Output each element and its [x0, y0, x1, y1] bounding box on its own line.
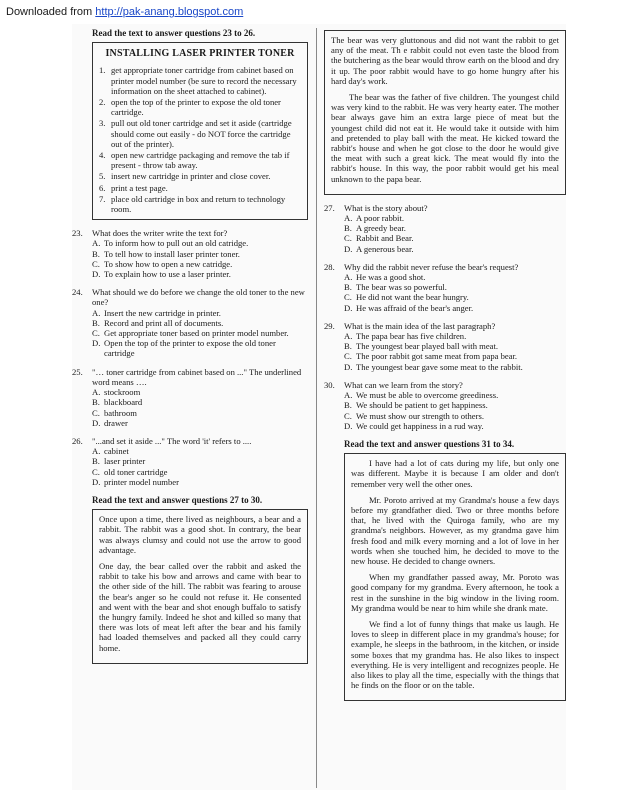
question-stem: What does the writer write the text for? [92, 228, 228, 239]
option[interactable]: C. The poor rabbit got same meat from papa bear. [344, 351, 518, 362]
option[interactable]: D. We could get happiness in a rud way. [344, 420, 484, 431]
story-paragraph: When my grandfather passed away, Mr. Poroto was good company for my grandma. Every afternoon, he took a rest in the sunshine in the big window in the living room. My grandma would be near to him while she drank mate. [351, 572, 559, 613]
column-divider [316, 28, 317, 788]
option[interactable]: C. He did not want the bear hungry. [344, 292, 469, 303]
option[interactable]: D. To explain how to use a laser printer. [92, 269, 231, 280]
option[interactable]: A. cabinet [92, 446, 129, 457]
story-box-continued [324, 30, 566, 195]
option[interactable]: B. We should be patient to get happiness. [344, 400, 488, 411]
download-source [6, 6, 243, 18]
option[interactable]: C. We must show our strength to others. [344, 410, 484, 421]
option[interactable]: D. Open the top of the printer to expose the old toner cartridge [92, 338, 276, 359]
section-heading-23-26: Read the text to answer questions 23 to 26. [92, 28, 256, 38]
option[interactable]: C. To show how to open a new catridge. [92, 258, 233, 269]
step-item: 2. open the top of the printer to expose the old toner cartridge. [99, 97, 281, 118]
cat-story-box [344, 453, 566, 701]
option[interactable]: D. The youngest bear gave some meat to the rabbit. [344, 361, 523, 372]
option[interactable]: A. To inform how to pull out an old catridge. [92, 238, 249, 249]
question-stem: "… toner cartridge from cabinet based on ..." The underlined word means …. [92, 366, 302, 387]
question-stem: What is the main idea of the last paragraph? [344, 320, 496, 331]
option[interactable]: D. drawer [92, 417, 128, 428]
download-label: Downloaded from [6, 6, 93, 18]
story-paragraph: The bear was the father of five children. The youngest child was very kind to the rabbit. He was very hearty eater. The mother bear always gave him an extra large piece of meat but the youngest child did not eat it. He would take it outside with him and pretended to play ball with the meat. He kicked toward the rabbit's house and when he got close to the door he would give the meat with such a great kick. The meat would fly into the rabbit's house. In this way, the poor rabbit would get his meal unknown to the papa bear. [331, 92, 559, 184]
option[interactable]: B. The youngest bear played ball with meat. [344, 341, 498, 352]
question-27: 27. What is the story about? A. A poor rabbit. B. A greedy bear. C. Rabbit and Bear. D. A generous bear. [324, 203, 566, 254]
question-29: 29. What is the main idea of the last paragraph? A. The papa bear has five children. B. The youngest bear played ball with meat. C. The poor rabbit got same meat from papa bear. D. The youngest bear gave some meat to the rabbit. [324, 321, 566, 372]
option[interactable]: A. He was a good shot. [344, 272, 426, 283]
exam-page [72, 24, 566, 790]
option[interactable]: A. stockroom [92, 387, 141, 398]
question-stem: What is the story about? [344, 202, 428, 213]
option[interactable]: B. blackboard [92, 397, 143, 408]
story-paragraph: We find a lot of funny things that make us laugh. He loves to sleep in different place in my grandma's house; for example, he sleeps in the bathroom, in the kitchen, or inside some boxes that my grandma has. He also likes to inspect everything. He is very intelligent and recognizes people. He also likes to play all the time, especially with the things that he finds on the floor or on the table. [351, 618, 559, 691]
option[interactable]: D. He was affraid of the bear's anger. [344, 302, 474, 313]
option[interactable]: C. Get appropriate toner based on printer model number. [92, 328, 289, 339]
question-stem: "...and set it aside ..." The word 'it' refers to .... [92, 435, 252, 446]
step-item: 3. pull out old toner cartridge and set it aside (cartridge should come out easily - do NOT force the cartridge out of the printer). [99, 118, 292, 149]
option[interactable]: C. bathroom [92, 407, 137, 418]
section-heading-31-34: Read the text and answer questions 31 to 34. [344, 438, 515, 449]
option[interactable]: A. A poor rabbit. [344, 213, 404, 224]
question-25: 25. "… toner cartridge from cabinet based on ..." The underlined word means …. A. stockroom B. blackboard C. bathroom D. drawer [72, 367, 308, 428]
instructions-box [92, 42, 308, 220]
option[interactable]: C. old toner cartridge [92, 466, 168, 477]
question-23: 23. What does the writer write the text for? A. To inform how to pull out an old catridge. B. To tell how to install laser printer toner. C. To show how to open a new catridge. D. To explain how to use a laser printer. [72, 228, 308, 279]
story-paragraph: Once upon a time, there lived as neighbours, a bear and a rabbit. The rabbit was a good shot. In contrary, the bear was always clumsy and could not use the arrow to good advantage. [99, 514, 301, 555]
option[interactable]: A. The papa bear has five children. [344, 331, 467, 342]
option[interactable]: B. laser printer [92, 456, 146, 467]
box-title: INSTALLING LASER PRINTER TONER [105, 48, 295, 60]
story-paragraph: One day, the bear called over the rabbit and asked the rabbit to take his bow and arrows and came with bear to the other side of the hill. The rabbit was fearing to arouse the bear's anger so he could not refuse it. He consented and went with the bear and shot enough buffalo to satisfy the hungry family. Indeed he shot and killed so many that there was lots of meat left after the bear and his family had loaded themselves and packed all they could carry home. [99, 560, 301, 653]
option[interactable]: B. To tell how to install laser printer toner. [92, 248, 240, 259]
step-item: 6. print a test page. [99, 182, 168, 193]
story-paragraph: I have had a lot of cats during my life, but only one was different. Maybe it is because I am older and don't remember very well the other ones. [351, 458, 559, 489]
step-item: 5. insert new cartridge in printer and close cover. [99, 171, 271, 182]
step-item: 4. open new cartridge packaging and remove the tab if present - throw tab away. [99, 150, 290, 171]
option[interactable]: A. Insert the new cartridge in printer. [92, 307, 221, 318]
question-28: 28. Why did the rabbit never refuse the bear's request? A. He was a good shot. B. The bear was so powerful. C. He did not want the bear hungry. D. He was affraid of the bear's anger. [324, 262, 566, 313]
step-item: 1. get appropriate toner cartridge from cabinet based on printer model number (be sure to record the necessary information on the sheet attached to cabinet). [99, 65, 297, 96]
question-26: 26. "...and set it aside ..." The word 'it' refers to .... A. cabinet B. laser printer C. old toner cartridge D. printer model number [72, 436, 308, 487]
option[interactable]: A. We must be able to overcome greediness. [344, 390, 499, 401]
left-column [72, 24, 308, 670]
right-column [324, 24, 566, 707]
source-link[interactable]: http://pak-anang.blogspot.com [95, 6, 244, 18]
question-24: 24. What should we do before we change the old toner to the new one? A. Insert the new cartridge in printer. B. Record and print all of documents. C. Get appropriate toner based on printer model number. D. Open the top of the printer to expose the old toner cartridge [72, 287, 308, 358]
story-paragraph: Mr. Poroto arrived at my Grandma's house a few days before my grandfather died. Two or three months before that, he lived with the Quiroga family, who are my grandma's neighbors. However, as my grandma gave him fresh food and milk every morning and a lot of love in her words when she touched him, he decided to move to the new house. He decided to change owners. [351, 494, 559, 566]
option[interactable]: D. A generous bear. [344, 243, 414, 254]
option[interactable]: B. Record and print all of documents. [92, 317, 224, 328]
question-stem: What should we do before we change the old toner to the new one? [92, 287, 305, 308]
section-heading-27-30: Read the text and answer questions 27 to 30. [92, 494, 263, 505]
option[interactable]: C. Rabbit and Bear. [344, 233, 414, 244]
story-box-start [92, 509, 308, 664]
question-30: 30. What can we learn from the story? A. We must be able to overcome greediness. B. We should be patient to get happiness. C. We must show our strength to others. D. We could get happiness in a rud way. [324, 380, 566, 431]
question-stem: What can we learn from the story? [344, 379, 463, 390]
story-paragraph: The bear was very gluttonous and did not want the rabbit to get any of the meat. Th e rabbit could not even taste the blood from the butchering as the bear would throw earth on the blood and dry it up. The poor rabbit would have to go home hungry after his hard day's work. [331, 35, 559, 86]
question-stem: Why did the rabbit never refuse the bear's request? [344, 261, 519, 272]
step-item: 7. place old cartridge in box and return to technology room. [99, 193, 286, 215]
option[interactable]: B. The bear was so powerful. [344, 282, 447, 293]
option[interactable]: B. A greedy bear. [344, 223, 406, 234]
option[interactable]: D. printer model number [92, 476, 179, 487]
